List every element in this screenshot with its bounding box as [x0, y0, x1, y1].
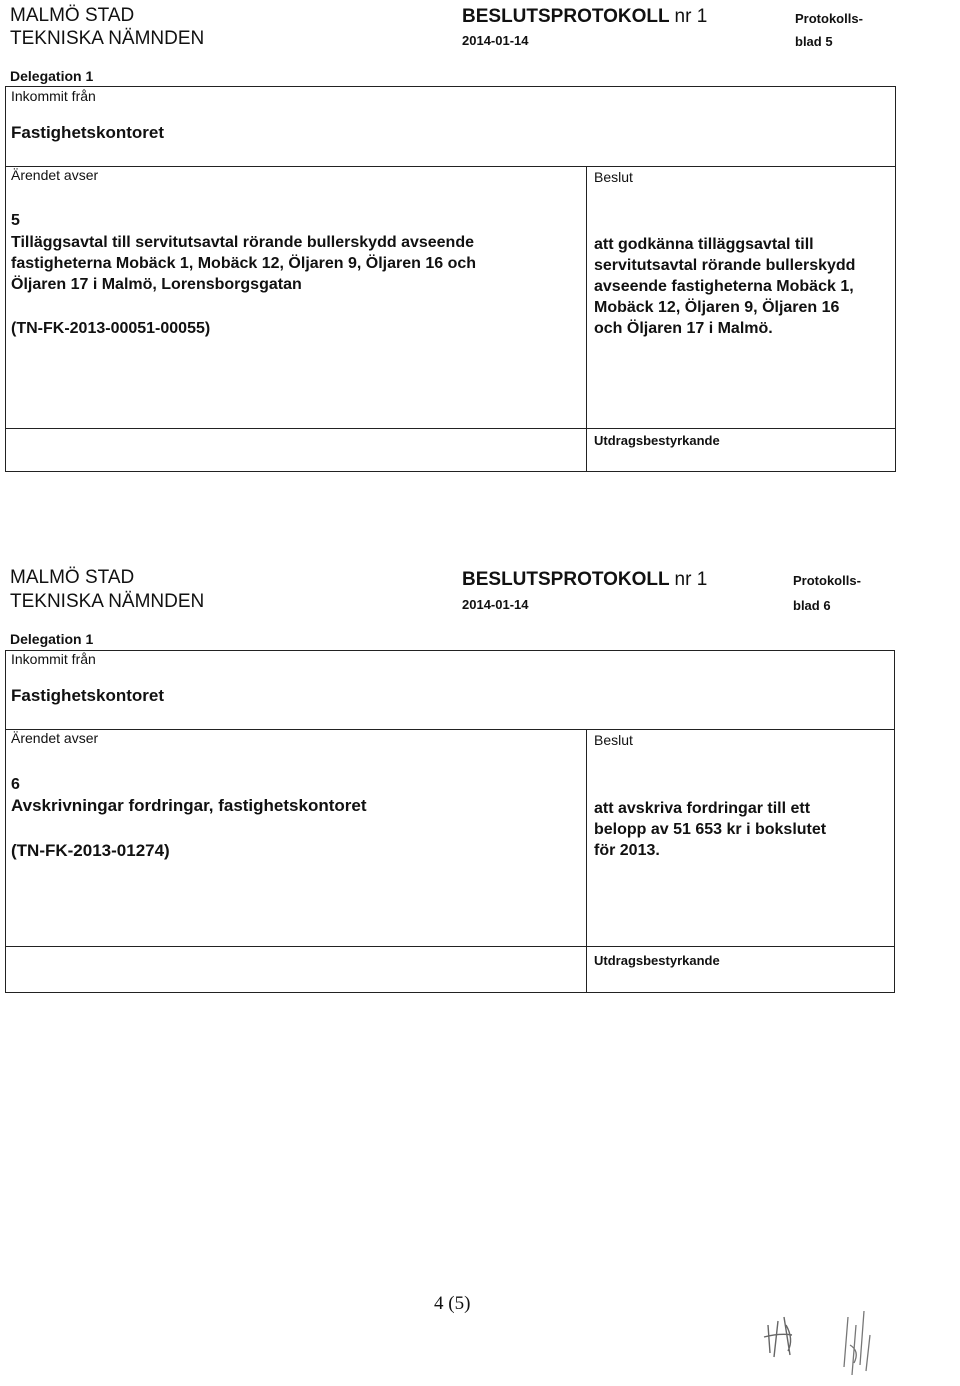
page-number-label: blad 6	[793, 598, 831, 613]
protocol-number: nr 1	[674, 6, 708, 27]
beslut-label: Beslut	[594, 169, 633, 185]
protocol-title	[462, 5, 707, 29]
divider	[5, 166, 896, 167]
beslut-line: att godkänna tilläggsavtal till	[594, 236, 814, 253]
protocol-date: 2014-01-14	[462, 597, 529, 612]
protocol-date: 2014-01-14	[462, 33, 529, 48]
beslut-line: servitutsavtal rörande bullerskydd	[594, 257, 856, 274]
inkommit-label: Inkommit från	[11, 651, 96, 667]
arende-text	[11, 232, 581, 295]
page-number: 4 (5)	[434, 1293, 471, 1314]
page-number-label: blad 5	[795, 34, 833, 49]
arende-line: Öljaren 17 i Malmö, Lorensborgsgatan	[11, 276, 302, 293]
item-number: 5	[11, 212, 20, 229]
divider	[5, 428, 896, 429]
arendet-label: Ärendet avser	[11, 167, 99, 183]
handwritten-initials	[760, 1305, 900, 1380]
divider	[5, 946, 895, 947]
beslut-line: att avskriva fordringar till ett	[594, 800, 811, 817]
protocol-title-text: BESLUTSPROTOKOLL	[462, 569, 670, 590]
protocol-title-text: BESLUTSPROTOKOLL	[462, 6, 670, 27]
item-number: 6	[11, 776, 20, 793]
inkommit-value: Fastighetskontoret	[11, 686, 165, 705]
beslut-line: Mobäck 12, Öljaren 9, Öljaren 16	[594, 299, 840, 316]
case-number: (TN-FK-2013-00051-00055)	[11, 320, 211, 337]
arende-line: fastigheterna Mobäck 1, Mobäck 12, Öljaren 9, Öljaren 16 och	[11, 255, 477, 272]
initials-mark-1	[764, 1317, 792, 1357]
case-number: (TN-FK-2013-01274)	[11, 841, 170, 860]
beslut-text	[594, 234, 894, 339]
delegation-label: Delegation 1	[10, 68, 94, 84]
org-department: TEKNISKA NÄMNDEN	[10, 28, 205, 49]
column-divider	[586, 729, 587, 993]
delegation-label: Delegation 1	[10, 631, 94, 647]
initials-mark-2	[844, 1311, 870, 1375]
beslut-text	[594, 798, 894, 861]
protocol-number: nr 1	[674, 569, 708, 590]
protocol-title	[462, 568, 707, 592]
beslut-line: avseende fastigheterna Mobäck 1,	[594, 278, 854, 295]
beslut-line: och Öljaren 17 i Malmö.	[594, 320, 773, 337]
page-label: Protokolls-	[795, 11, 863, 26]
arende-line: Tilläggsavtal till servitutsavtal rörande bullerskydd avseende	[11, 234, 474, 251]
beslut-line: belopp av 51 653 kr i bokslutet	[594, 821, 827, 838]
arendet-label: Ärendet avser	[11, 730, 99, 746]
beslut-line: för 2013.	[594, 842, 660, 859]
utdrag-label: Utdragsbestyrkande	[594, 433, 720, 448]
arende-line: Avskrivningar fordringar, fastighetskontoret	[11, 796, 367, 815]
org-department: TEKNISKA NÄMNDEN	[10, 591, 205, 612]
column-divider	[586, 166, 587, 472]
arende-text	[11, 795, 581, 816]
org-name: MALMÖ STAD	[10, 5, 135, 26]
page-label: Protokolls-	[793, 573, 861, 588]
divider	[5, 729, 895, 730]
beslut-label: Beslut	[594, 732, 633, 748]
org-name: MALMÖ STAD	[10, 567, 135, 588]
inkommit-value: Fastighetskontoret	[11, 123, 165, 142]
inkommit-label: Inkommit från	[11, 88, 96, 104]
utdrag-label: Utdragsbestyrkande	[594, 953, 720, 968]
